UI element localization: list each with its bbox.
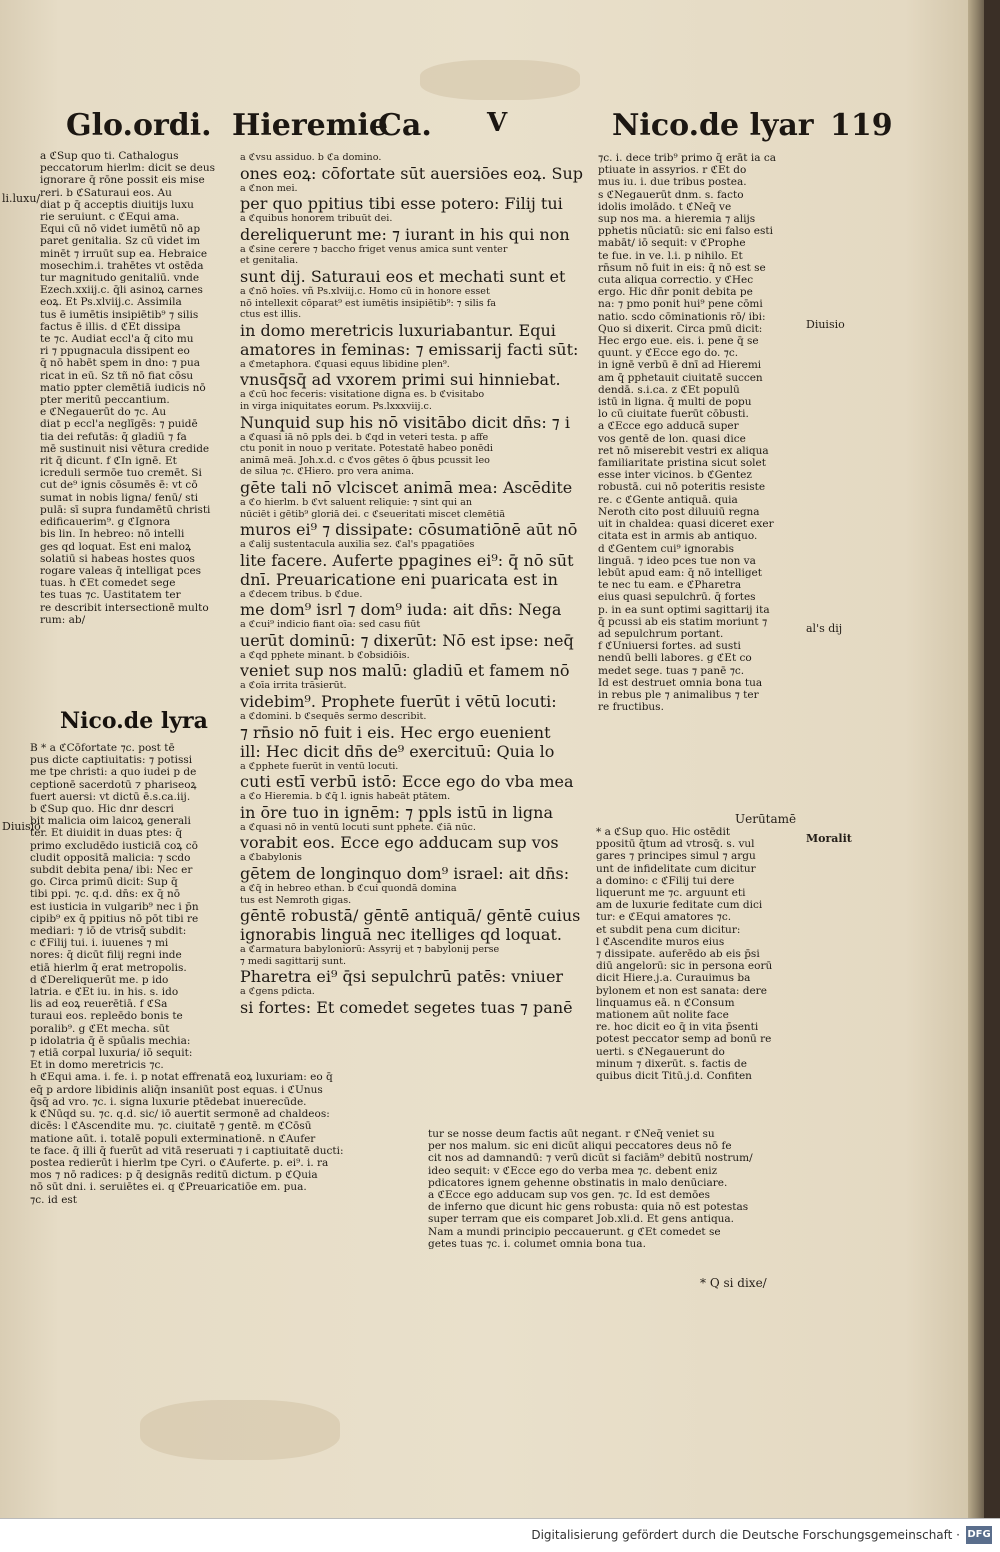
text-line: go. Circa primū dicit: Sup q̄ bbox=[30, 876, 178, 889]
text-line: B * a ℭCōfortate ⁊c. post tē bbox=[30, 742, 175, 754]
text-line: Et in domo meretricis ⁊c. bbox=[30, 1059, 164, 1072]
text-line: l ℭAscendite muros eius bbox=[596, 935, 725, 948]
text-line: dendā. s.i.ca. z ℭEt populū bbox=[598, 383, 740, 396]
text-line: Nunquid sup his nō visitābo dicit dn̄s: ⁊ i bbox=[240, 412, 570, 432]
text-line: idolis imolādo. t ℭNeq̄ ve bbox=[598, 200, 732, 213]
text-line: veniet sup nos malū: gladiū et famem nō bbox=[240, 661, 570, 681]
text-line: minum ⁊ dixerūt. s. factis de bbox=[596, 1057, 747, 1070]
text-line: a ℭquasi iā nō ppls dei. b ℭqd in veteri testa. p affe bbox=[240, 431, 489, 443]
text-line: c ℭFilij tui. i. iuuenes ⁊ mi bbox=[30, 937, 169, 950]
text-line: dnī. Preuaricatione eni puaricata est in bbox=[240, 569, 558, 589]
text-line: a ℭq̄ in hebreo ethan. b ℭcui quondā domina bbox=[240, 883, 457, 895]
text-line: si fortes: Et comedet segetes tuas ⁊ panē bbox=[240, 998, 573, 1017]
text-line: a ℭo hierlm. b ℭvt saluent reliquie: ⁊ sint qui an bbox=[240, 496, 473, 508]
stain bbox=[140, 1400, 340, 1460]
text-line: edificauerim⁹. g ℭIgnora bbox=[40, 516, 171, 529]
text-line: in ignē verbū ē dnī ad Hieremi bbox=[598, 359, 762, 372]
text-line: d ℭGentem cui⁹ ignorabis bbox=[598, 542, 734, 555]
text-line: quunt. y ℭEcce ego do. ⁊c. bbox=[598, 347, 739, 360]
text-line: a ℭarmatura babyloniorū: Assyrij et ⁊ babylonij perse bbox=[240, 944, 500, 956]
text-line: in rebus ple ⁊ animalibus ⁊ ter bbox=[598, 688, 759, 701]
text-line: bylonem et non est sanata: dere bbox=[596, 984, 767, 997]
text-line: ⁊ rn̄sio nō fuit i eis. Hec ergo euenient bbox=[240, 722, 551, 742]
text-line: d ℭDereliquerūt me. p ido bbox=[30, 973, 169, 986]
text-line: a ℭEcce ego adducam sup vos gen. ⁊c. Id est demōes bbox=[428, 1189, 710, 1202]
text-line: a ℭdecem tribus. b ℭdue. bbox=[240, 588, 363, 600]
margin-note: Diuisio bbox=[2, 820, 41, 833]
text-line: pus dicte captiuitatis: ⁊ potissi bbox=[30, 754, 193, 767]
text-line: a ℭmetaphora. ℭquasi equus libidine plen⁹. bbox=[240, 358, 450, 370]
text-line: matione aūt. i. totalē populi exterminationē. n ℭAufer bbox=[30, 1132, 316, 1145]
text-line: re describit intersectionē multo bbox=[40, 601, 209, 614]
text-line: nō intellexit cōparat⁹ est iumētis insipiētib⁹: ⁊ silis fa bbox=[240, 297, 496, 309]
text-line: diat p eccl'a neglīgēs: ⁊ puidē bbox=[40, 418, 198, 431]
text-line: in virga iniquitates eorum. Ps.lxxxviij.c. bbox=[240, 400, 432, 412]
text-line: re. c ℭGente antiquā. quia bbox=[598, 493, 738, 506]
margin-note: al's dij bbox=[806, 622, 843, 635]
text-line: am q̄ pphetauit ciuitatē succen bbox=[598, 371, 763, 384]
text-line: tus ē iumētis insipiētib⁹ ⁊ silis bbox=[40, 308, 199, 321]
text-line: rogare valeas q̄ intelligat pces bbox=[40, 564, 202, 577]
text-line: tur magnitudo genitaliū. vnde bbox=[40, 272, 200, 285]
text-line: a ℭnon mei. bbox=[240, 182, 298, 194]
text-line: per nos malum. sic eni dicūt aliqui peccatores deus nō fe bbox=[428, 1140, 732, 1153]
text-line: amatores in feminas: ⁊ emissarij facti sūt: bbox=[240, 339, 579, 359]
text-line: turaui eos. repleēdo bonis te bbox=[30, 1010, 183, 1023]
text-line: dereliquerunt me: ⁊ iurant in his qui non bbox=[240, 224, 570, 244]
text-line: lis ad eoꝝ reuerētiā. f ℭSa bbox=[30, 998, 168, 1011]
text-line: ignorare q̄ rōne possit eis mise bbox=[40, 174, 205, 187]
text-line: vorabit eos. Ecce ego adducam sup vos bbox=[240, 833, 559, 853]
text-line: f ℭUniuersi fortes. ad susti bbox=[598, 640, 741, 653]
text-line: esse inter vicinos. b ℭGentez bbox=[598, 469, 752, 482]
text-line: ignorabis linguā nec itelliges qd loquat. bbox=[240, 925, 562, 945]
text-line: a ℭgens pdicta. bbox=[240, 986, 315, 998]
text-line: de silua ⁊c. ℭHiero. pro vera anima. bbox=[240, 466, 415, 478]
text-line: sup nos ma. a hieremia ⁊ alijs bbox=[598, 213, 756, 226]
text-line: et subdit pena cum dicitur: bbox=[596, 923, 741, 936]
running-head-chapter: Ca. bbox=[378, 108, 432, 143]
text-line: a ℭEcce ego adducā super bbox=[598, 420, 739, 433]
text-line: Ezech.xxiij.c. q̄li asinoꝝ carnes bbox=[40, 284, 203, 297]
text-line: super terram que eis comparet Job.xli.d. Et gens antiqua. bbox=[428, 1213, 735, 1226]
text-line: rie seruiunt. c ℭEqui ama. bbox=[40, 211, 180, 224]
text-line: a ℭalij sustentacula auxilia sez. ℭal's ppagatiōes bbox=[240, 539, 475, 551]
text-line: k ℭNūqd su. ⁊c. q.d. sic/ iō auertit sermonē ad chaldeos: bbox=[30, 1108, 330, 1121]
text-line: dicit Hiere.j.a. Curauimus ba bbox=[596, 972, 751, 985]
text-line: nendū belli labores. g ℭEt co bbox=[598, 652, 752, 665]
folio-number: 119 bbox=[830, 108, 893, 143]
text-line: lo cū ciuitate fuerūt cōbusti. bbox=[598, 408, 749, 421]
text-line: mediari: ⁊ iō de vtrisq̄ subdit: bbox=[30, 925, 187, 938]
text-line: mosechim.i. trahētes vt ostēda bbox=[40, 259, 204, 272]
text-line: gēntē robustā/ gēntē antiquā/ gēntē cuius bbox=[240, 906, 581, 926]
text-line: bis lin. In hebreo: nō intelli bbox=[40, 528, 185, 541]
text-line: Equi cū nō videt iumētū nō ap bbox=[40, 223, 201, 236]
text-line: b ℭSup quo. Hic dnr descri bbox=[30, 803, 174, 816]
text-line: a ℭquibus honorem tribuūt dei. bbox=[240, 213, 393, 225]
text-line: cludit oppositā malicia: ⁊ scdo bbox=[30, 851, 191, 864]
text-line: Neroth cito post diluuiū regna bbox=[598, 505, 760, 518]
text-line: a ℭo Hieremia. b ℭq̄ l. ignis habeāt ptātem. bbox=[240, 791, 451, 803]
text-line: cuti estī verbū istō: Ecce ego do vba mea bbox=[240, 772, 574, 792]
text-line: mos ⁊ nō radices: p q̄ designās reditū dictum. p ℭQuia bbox=[30, 1169, 318, 1182]
text-line: linguā. ⁊ ideo pces tue non va bbox=[598, 554, 756, 567]
text-line: ⁊ medi sagittarij sunt. bbox=[240, 955, 346, 967]
text-line: fuert auersi: vt dictū ē.s.ca.iij. bbox=[30, 790, 191, 803]
text-line: cuta aliqua correctio. y ℭHec bbox=[598, 274, 754, 287]
text-line: postea redierūt i hierlm tpe Cyri. o ℭAuferte. p. ei⁹. i. ra bbox=[30, 1156, 329, 1169]
text-line: s ℭNegauerūt dnm. s. facto bbox=[598, 188, 744, 201]
text-line: tuas. h ℭEt comedet sege bbox=[40, 577, 176, 590]
text-line: ctu ponit in nouo p veritate. Potestatē habeo ponēdi bbox=[240, 443, 493, 455]
text-line: ergo. Hic dn̄r ponit debita pe bbox=[598, 286, 753, 299]
text-line: cipib⁹ ex q̄ ppitius nō pōt tibi re bbox=[30, 912, 199, 925]
text-line: ⁊c. id est bbox=[30, 1193, 78, 1206]
text-line: a ℭdomini. b ℭsequēs sermo describit. bbox=[240, 711, 427, 723]
text-line: latria. e ℭEt iu. in his. s. ido bbox=[30, 986, 179, 999]
gloss-ordinaria-column bbox=[40, 150, 240, 706]
text-line: rit q̄ dicunt. f ℭIn ignē. Et bbox=[40, 455, 177, 468]
text-line: solatiū si habeas hostes quos bbox=[40, 552, 195, 565]
text-line: factus ē illis. d ℭEt dissipa bbox=[40, 320, 181, 333]
text-line: pphetis nūciatū: sic eni falso esti bbox=[598, 225, 773, 238]
text-line: ret nō miserebit vestri ex aliqua bbox=[598, 444, 769, 457]
text-line: * a ℭSup quo. Hic ostēdit bbox=[596, 826, 731, 838]
text-line: dicēs: l ℭAscendite mu. ⁊c. ciuitatē ⁊ gentē. m ℭCōsū bbox=[30, 1120, 312, 1133]
text-line: uerti. s ℭNegauerunt do bbox=[596, 1045, 725, 1058]
text-line: q̄ nō habēt spem in dno: ⁊ pua bbox=[40, 357, 201, 370]
text-line: matio ppter clemētiā iudicis nō bbox=[40, 381, 206, 394]
text-line: tia dei refutās: q̄ gladiū ⁊ fa bbox=[40, 430, 187, 443]
text-line: tibi ppi. ⁊c. q.d. dn̄s: ex q̄ nō bbox=[30, 888, 181, 901]
text-line: mus iu. i. due tribus postea. bbox=[598, 176, 747, 189]
margin-note: Moralit bbox=[806, 832, 852, 845]
text-line: ⁊ dissipate. auferēdo ab eis p̄si bbox=[596, 948, 760, 961]
text-line: lebūt apud eam: q̄ nō intelliget bbox=[598, 566, 762, 579]
text-line: subdit debita pena/ ibi: Nec er bbox=[30, 864, 193, 877]
text-line: a domino: c ℭFilij tui dere bbox=[596, 874, 735, 887]
stain bbox=[420, 60, 580, 100]
text-line: a ℭcui⁹ indicio fiant oīa: sed casu fiūt bbox=[240, 619, 421, 631]
text-line: a ℭoīa irrita trāsierūt. bbox=[240, 680, 347, 692]
text-line: liquerunt me ⁊c. arguunt eti bbox=[596, 887, 746, 900]
text-line: ⁊ etiā corpal luxuria/ iō sequit: bbox=[30, 1047, 193, 1060]
text-line: et genitalia. bbox=[240, 255, 299, 267]
text-line: a ℭpphete fuerūt in ventū locuti. bbox=[240, 760, 399, 772]
text-line: primo excludēdo iusticiā coꝝ cō bbox=[30, 839, 198, 852]
dfg-logo: DFG bbox=[966, 1526, 992, 1544]
text-line: in ōre tuo in ignēm: ⁊ ppls istū in ligna bbox=[240, 802, 553, 822]
text-line: pulā: sī supra fundamētū christi bbox=[40, 503, 211, 516]
text-line: me dom⁹ isrl ⁊ dom⁹ iuda: ait dn̄s: Nega bbox=[240, 600, 562, 620]
text-line: uerūt dominū: ⁊ dixerūt: Nō est ipse: neq̄ bbox=[240, 630, 574, 650]
text-line: paret genitalia. Sz cū videt im bbox=[40, 235, 201, 248]
text-line: re. hoc dicit eo q̄ in vita p̄senti bbox=[596, 1021, 759, 1034]
text-line: rum: ab/ bbox=[40, 613, 86, 626]
page-edge bbox=[968, 0, 984, 1518]
text-line: ctus est illis. bbox=[240, 309, 302, 321]
text-line: re fructibus. bbox=[598, 701, 664, 714]
footer-bar bbox=[0, 1518, 1000, 1552]
text-line: medet sege. tuas ⁊ panē ⁊c. bbox=[598, 664, 745, 677]
text-line: a ℭvsu assiduo. b ℭa domino. bbox=[240, 152, 382, 163]
text-line: nūciēt i gētib⁹ gloriā dei. c ℭseueritati miscet clemētiā bbox=[240, 508, 506, 520]
text-line: linquamus eā. n ℭConsum bbox=[596, 996, 735, 1009]
text-line: de inferno que dicunt hic gens robusta: quia nō est potestas bbox=[428, 1201, 749, 1214]
text-line: citata est in armis ab antiquo. bbox=[598, 530, 758, 543]
text-line: uit in chaldea: quasi diceret exer bbox=[598, 518, 774, 531]
text-line: ppositū q̄tum ad vtrosq̄. s. vul bbox=[596, 838, 755, 851]
text-line: p idolatria q̄ ē spūalis mechia: bbox=[30, 1034, 191, 1047]
text-line: te face. q̄ illi q̄ fuerūt ad vitā reseruati ⁊ i captiuitatē ducti: bbox=[30, 1144, 344, 1157]
text-line: nores: q̄ dicūt filij regni inde bbox=[30, 949, 182, 962]
running-head-numeral: V bbox=[487, 108, 508, 138]
lyra-commentary-right bbox=[598, 152, 804, 812]
text-line: tes tuas ⁊c. Uastitatem ter bbox=[40, 589, 181, 602]
running-head-gloss: Glo.ordi. bbox=[66, 108, 212, 143]
text-line: pter meritū peccantium. bbox=[40, 394, 170, 407]
text-line: reri. b ℭSaturaui eos. Au bbox=[40, 186, 172, 199]
text-line: ceptionē sacerdotū ⁊ phariseoꝝ bbox=[30, 778, 197, 791]
text-line: eoꝝ. Et Ps.xlviij.c. Assimila bbox=[40, 296, 182, 309]
lyra-subheading: Nico.de lyra bbox=[60, 708, 208, 734]
text-line: tur se nosse deum factis aūt negant. r ℭNeq̄ veniet su bbox=[428, 1128, 715, 1140]
text-line: per quo ppitius tibi esse potero: Filij tui bbox=[240, 194, 563, 214]
text-line: pdicatores ignem gehenne obstinatis in malo denūciare. bbox=[428, 1176, 728, 1189]
text-line: mationem aūt nolite face bbox=[596, 1009, 729, 1022]
text-line: vos gentē de lon. quasi dice bbox=[598, 432, 746, 445]
text-line: minēt ⁊ irruūt sup ea. Hebraice bbox=[40, 247, 208, 260]
text-line: istū in ligna. q̄ multi de popu bbox=[598, 396, 752, 409]
text-line: Quo si dixerit. Circa pmū dicit: bbox=[598, 322, 763, 335]
text-line: a ℭcū hoc feceris: visitatione digna es. b ℭvisitabo bbox=[240, 389, 485, 401]
text-line: a ℭsine cerere ⁊ baccho friget venus amica sunt venter bbox=[240, 243, 508, 255]
text-line: natio. scdo cōminationis rō/ ibi: bbox=[598, 310, 766, 323]
text-line: q̄sq̄ ad vro. ⁊c. i. signa luxurie ptēdebat inuerecūde. bbox=[30, 1095, 307, 1108]
text-line: te ⁊c. Audiat eccl'a q̄ cito mu bbox=[40, 333, 194, 346]
text-line: gēte tali nō vlciscet animā mea: Ascēdite bbox=[240, 477, 573, 497]
text-line: diat p q̄ acceptis diuitijs luxu bbox=[40, 198, 194, 211]
text-line: ricat in eū. Sz tñ nō fiat cōsu bbox=[40, 369, 194, 382]
text-line: gētem de longinquo dom⁹ israel: ait dn̄s: bbox=[240, 864, 570, 884]
text-line: ill: Hec dicit dn̄s de⁹ exercituū: Quia lo bbox=[240, 741, 555, 761]
catchword: * Q si dixe/ bbox=[700, 1276, 767, 1290]
text-line: gares ⁊ principes simul ⁊ argu bbox=[596, 850, 756, 863]
text-line: in domo meretricis luxuriabantur. Equi bbox=[240, 320, 556, 340]
running-head-lyra: Nico.de lyar bbox=[612, 108, 814, 143]
text-line: tur: e ℭEqui amatores ⁊c. bbox=[596, 911, 732, 924]
text-line: a ℭnō hoīes. vñ Ps.xlviij.c. Homo cū in honore esset bbox=[240, 285, 490, 297]
text-line: poralib⁹. g ℭEt mecha. sūt bbox=[30, 1022, 170, 1035]
text-line: te fue. in ve. l.i. p nihilo. Et bbox=[598, 249, 743, 262]
margin-note: Diuisio bbox=[806, 318, 845, 331]
text-line: Id est destruet omnia bona tua bbox=[598, 676, 763, 689]
text-line: cit nos ad damnandū: ⁊ verū dicūt si faciām⁹ debitū nostrum/ bbox=[428, 1152, 753, 1165]
text-line: robustā. cui nō poteritis resiste bbox=[598, 481, 766, 494]
text-line: ter. Et diuidit in duas ptes: q̄ bbox=[30, 827, 183, 840]
text-line: mabāt/ iō sequit: v ℭProphe bbox=[598, 237, 746, 250]
text-line: icreduli sermōe tuo cremēt. Si bbox=[40, 467, 202, 480]
text-line: ptiuate in assyrios. r ℭEt do bbox=[598, 164, 747, 177]
text-line: bit malicia oim laicoꝝ generali bbox=[30, 815, 191, 828]
text-line: eius quasi sepulchrū. q̄ fortes bbox=[598, 591, 756, 604]
text-line: ad sepulchrum portant. bbox=[598, 627, 724, 640]
text-line: sunt dij. Saturaui eos et mechati sunt et bbox=[240, 266, 566, 286]
margin-note: li.luxu/ bbox=[2, 192, 41, 205]
text-line: a ℭbabylonis bbox=[240, 852, 302, 864]
moralit-subheading: Uerūtamē bbox=[735, 812, 797, 826]
text-line: animā meā. Joh.x.d. c ℭvos gētes ō q̄bus pcussit leo bbox=[240, 454, 490, 466]
text-line: te nec tu eam. e ℭPharetra bbox=[598, 579, 742, 592]
text-line: Nam a mundi principio peccauerunt. g ℭEt comedet se bbox=[428, 1225, 721, 1238]
text-line: na: ⁊ pmo ponit hui⁹ pene cōmi bbox=[598, 298, 763, 311]
text-line: sumat in nobis ligna/ fenū/ sti bbox=[40, 491, 199, 504]
text-line: unt de infidelitate cum dicitur bbox=[596, 862, 756, 875]
text-line: me tpe christi: a quo iudei p de bbox=[30, 766, 197, 779]
text-line: rn̄sum nō fuit in eis: q̄ nō est se bbox=[598, 261, 766, 274]
text-line: mē sustinuit nisi vētura credide bbox=[40, 442, 210, 455]
text-line: peccatorum hierlm: dicit se deus bbox=[40, 162, 216, 175]
text-line: getes tuas ⁊c. i. columet omnia bona tua. bbox=[428, 1237, 646, 1250]
biblical-text-column bbox=[240, 152, 592, 1098]
text-line: a ℭquasi nō in ventū locuti sunt pphete. ℭiā nūc. bbox=[240, 821, 476, 833]
text-line: ges qd loquat. Est eni maloꝝ bbox=[40, 540, 192, 553]
text-line: a ℭqd pphete minant. b ℭobsidiōis. bbox=[240, 649, 410, 661]
text-line: tus est Nemroth gigas. bbox=[240, 894, 352, 906]
running-head-book: Hieremie bbox=[232, 108, 388, 143]
text-line: etiā hierlm q̄ erat metropolis. bbox=[30, 961, 187, 974]
text-line: potest peccator semp ad bonū re bbox=[596, 1033, 772, 1046]
text-line: am de luxurie feditate cum dici bbox=[596, 899, 763, 912]
text-line: ⁊c. i. dece trib⁹ primo q̄ erāt ia ca bbox=[598, 152, 776, 164]
text-line: lite facere. Auferte ppagines ei⁹: q̄ nō sūt bbox=[240, 550, 574, 570]
funding-credit: Digitalisierung gefördert durch die Deutsche Forschungsgemeinschaft · bbox=[531, 1528, 960, 1542]
text-line: familiaritate pristina sicut solet bbox=[598, 457, 766, 470]
text-line: eq̄ p ardore libidinis aliq̄n insaniūt post equas. i ℭUnus bbox=[30, 1083, 323, 1096]
text-line: vnusq̄sq̄ ad vxorem primi sui hinniebat. bbox=[240, 370, 561, 390]
text-line: h ℭEqui ama. i. fe. i. p notat effrenatā eoꝝ luxuriam: eo q̄ bbox=[30, 1071, 333, 1084]
text-line: Hec ergo eue. eis. i. pene q̄ se bbox=[598, 335, 759, 348]
text-line: ri ⁊ ppugnacula dissipent eo bbox=[40, 345, 190, 358]
text-line: q̄ pcussi ab eis statim moriunt ⁊ bbox=[598, 615, 768, 628]
text-line: est iusticia in vulgarib⁹ nec i p̄n bbox=[30, 900, 199, 913]
text-line: videbim⁹. Prophete fuerūt i vētū locuti: bbox=[240, 692, 557, 712]
text-line: p. in ea sunt optimi sagittarij ita bbox=[598, 603, 770, 616]
text-line: a ℭSup quo ti. Cathalogus bbox=[40, 150, 179, 162]
text-line: Pharetra ei⁹ q̄si sepulchrū patēs: vniuer bbox=[240, 967, 564, 987]
text-line: e ℭNegauerūt do ⁊c. Au bbox=[40, 406, 167, 419]
text-line: ones eoꝝ: cōfortate sūt auersiōes eoꝝ. Sup bbox=[240, 163, 584, 183]
text-line: ideo sequit: v ℭEcce ego do verba mea ⁊c. debent eniz bbox=[428, 1164, 718, 1177]
lyra-commentary-bottom bbox=[428, 1128, 798, 1258]
text-line: muros ei⁹ ⁊ dissipate: cōsumatiōnē aūt nō bbox=[240, 520, 578, 540]
moralit-commentary bbox=[596, 826, 802, 1092]
text-line: cut de⁹ ignis cōsumēs ē: vt cō bbox=[40, 479, 198, 492]
text-line: quibus dicit Titū.j.d. Confiten bbox=[596, 1070, 752, 1083]
text-line: nō sūt dni. i. seruiētes ei. q ℭPreuaricatiōe em. pua. bbox=[30, 1181, 307, 1194]
text-line: diū angelorū: sic in persona eorū bbox=[596, 960, 773, 973]
